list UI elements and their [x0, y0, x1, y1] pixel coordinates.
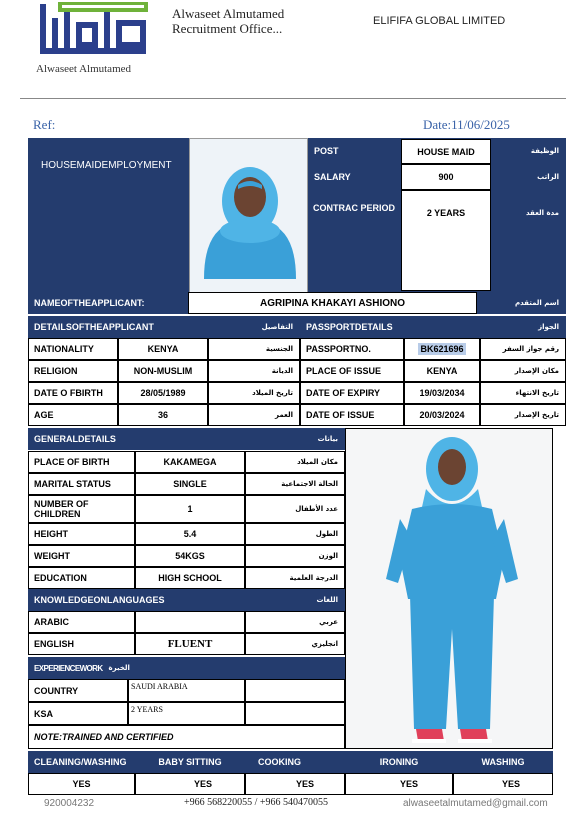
table-cell: 54KGS [135, 545, 245, 567]
table-cell: مكان الإصدار [480, 360, 566, 382]
table-row: ARABIC [28, 611, 135, 633]
table-row: HEIGHT [28, 523, 135, 545]
table-cell: KENYA [404, 360, 480, 382]
job-panel [28, 138, 189, 293]
table-row: WEIGHT [28, 545, 135, 567]
portrait-photo-icon [190, 139, 308, 293]
general-header-ar: بيانات [188, 428, 345, 450]
languages-header-ar: اللغات [188, 589, 345, 611]
salary-ar: الراتب [491, 164, 566, 190]
logo-mark-icon [32, 0, 162, 62]
passport-header-ar: الجواز [450, 316, 566, 338]
salary-value: 900 [401, 164, 491, 190]
table-row: DATE OF EXPIRY [300, 382, 404, 404]
table-cell: عربي [245, 611, 345, 633]
table-cell: SAUDI ARABIA [128, 679, 245, 702]
table-cell: الجنسية [208, 338, 300, 360]
table-cell: SINGLE [135, 473, 245, 495]
applicant-photo-full [345, 428, 553, 749]
skill-value: YES [345, 773, 453, 795]
logo-caption: Alwaseet Almutamed [36, 63, 132, 75]
table-cell: الطول [245, 523, 345, 545]
general-header: GENERALDETAILS [28, 428, 188, 450]
skill-header: IRONING [345, 751, 453, 773]
footer-email[interactable]: alwaseetalmutamed@gmail.com [403, 798, 548, 809]
name-label: NAMEOFTHEAPPLICANT: [28, 292, 188, 314]
table-cell [135, 611, 245, 633]
table-cell: 2 YEARS [128, 702, 245, 725]
partner-name: ELIFIFA GLOBAL LIMITED [373, 15, 506, 27]
table-cell: العمر [208, 404, 300, 426]
post-label: POST [308, 138, 401, 164]
table-cell: الحالة الاجتماعية [245, 473, 345, 495]
skill-header: BABY SITTING [135, 751, 245, 773]
table-row: AGE [28, 404, 118, 426]
skill-value: YES [135, 773, 245, 795]
ref-label: Ref: [33, 117, 56, 132]
skill-value: YES [453, 773, 553, 795]
languages-header: KNOWLEDGEONLANGUAGES [28, 589, 188, 611]
table-row: NUMBER OF CHILDREN [28, 495, 135, 523]
table-row: KSA [28, 702, 128, 725]
logo [32, 0, 162, 78]
table-cell: تاريخ الإصدار [480, 404, 566, 426]
skill-header: COOKING [245, 751, 345, 773]
post-ar: الوظيفة [491, 138, 566, 164]
full-body-photo-icon [346, 429, 553, 749]
table-cell: الوزن [245, 545, 345, 567]
passport-number: BK621696 [404, 338, 480, 360]
contract-value-box [401, 190, 491, 291]
applicant-photo-small [189, 138, 308, 293]
contract-value: 2 YEARS [426, 208, 466, 218]
post-value: HOUSE MAID [401, 139, 491, 164]
passport-header: PASSPORTDETAILS [300, 316, 450, 338]
name-value: AGRIPINA KHAKAYI ASHIONO [188, 292, 477, 314]
table-cell: عدد الأطفال [245, 495, 345, 523]
salary-label: SALARY [308, 164, 401, 190]
experience-header-fill [245, 657, 345, 679]
table-row: EDUCATION [28, 567, 135, 589]
date-label: Date:11/06/2025 [423, 117, 510, 132]
table-cell: رقم جواز السفر [480, 338, 566, 360]
experience-note: NOTE:TRAINED AND CERTIFIED [28, 725, 345, 749]
name-ar: اسم المتقدم [477, 292, 566, 314]
table-cell: 20/03/2024 [404, 404, 480, 426]
table-row: NATIONALITY [28, 338, 118, 360]
table-cell: 1 [135, 495, 245, 523]
table-cell [245, 702, 345, 725]
skill-value: YES [245, 773, 345, 795]
table-cell: الديانة [208, 360, 300, 382]
details-header: DETAILSOFTHEAPPLICANT [28, 316, 168, 338]
footer-phones: +966 568220055 / +966 540470055 [184, 797, 329, 808]
footer-phone-code: 920004232 [44, 798, 95, 809]
table-row: PLACE OF ISSUE [300, 360, 404, 382]
table-row: COUNTRY [28, 679, 128, 702]
table-cell: NON-MUSLIM [118, 360, 208, 382]
contract-ar: مدة العقد [491, 198, 566, 228]
table-cell [245, 679, 345, 702]
table-row: DATE O FBIRTH [28, 382, 118, 404]
header-rule [20, 98, 566, 99]
table-cell: تاريخ الميلاد [208, 382, 300, 404]
table-cell: انجليزي [245, 633, 345, 655]
table-row: ENGLISH [28, 633, 135, 655]
table-cell: FLUENT [135, 633, 245, 655]
details-header-ar: التفاصيل [168, 316, 300, 338]
contract-label: CONTRAC PERIOD [308, 190, 401, 230]
table-cell: 5.4 [135, 523, 245, 545]
table-row: DATE OF ISSUE [300, 404, 404, 426]
table-cell: تاريخ الانتهاء [480, 382, 566, 404]
table-cell: مكان الميلاد [245, 451, 345, 473]
office-name: Alwaseet Almutamed Recruitment Office... [172, 6, 285, 36]
table-row: PLACE OF BIRTH [28, 451, 135, 473]
table-cell: KAKAMEGA [135, 451, 245, 473]
table-cell: 28/05/1989 [118, 382, 208, 404]
table-cell: الدرجة العلمية [245, 567, 345, 589]
table-row: RELIGION [28, 360, 118, 382]
job-title: HOUSEMAIDEMPLOYMENT [41, 160, 172, 171]
skill-value: YES [28, 773, 135, 795]
skill-header: WASHING [453, 751, 553, 773]
skill-header: CLEANING/WASHING [28, 751, 135, 773]
table-cell: KENYA [118, 338, 208, 360]
table-cell: 19/03/2034 [404, 382, 480, 404]
experience-header: EXPERIENCEWORK الخبرة [28, 657, 245, 679]
table-row: PASSPORTNO. [300, 338, 404, 360]
table-cell: HIGH SCHOOL [135, 567, 245, 589]
table-cell: 36 [118, 404, 208, 426]
table-row: MARITAL STATUS [28, 473, 135, 495]
